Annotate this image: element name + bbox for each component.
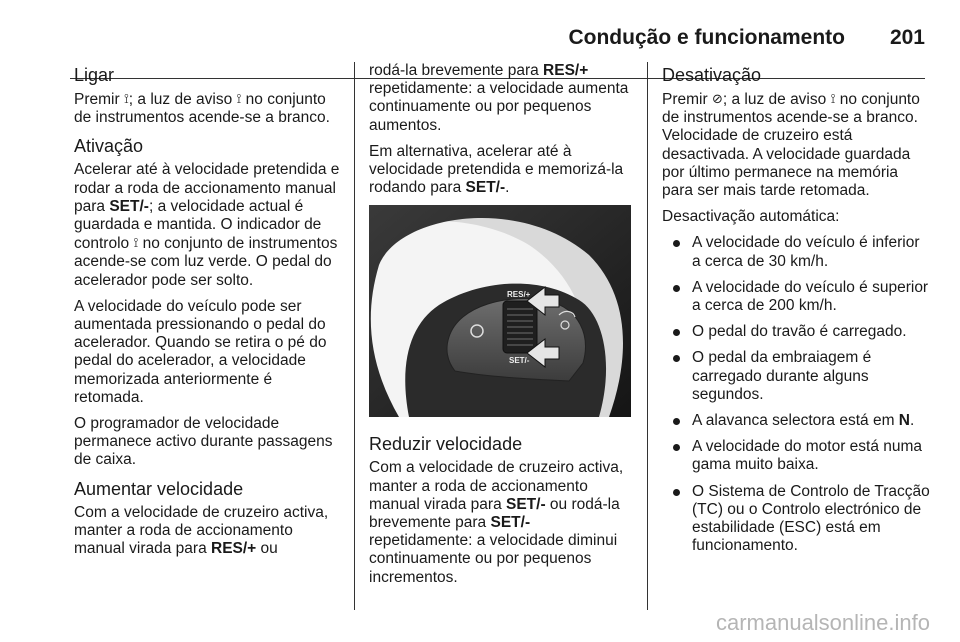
- list-item: A velocidade do veículo é superior a cerca de 200 km/h.: [662, 279, 932, 315]
- cruise-control-icon: ⟟: [236, 91, 242, 106]
- paragraph-ativacao-1: Acelerar até à velocidade pretendida e rodar a roda de accionamento manual para SET/-; a velocidade actual é guardada e mantida. O indicador de controlo ⟟ no conjunto de instrumentos acende-se com luz verde. O pedal do acelerador pode ser solto.: [74, 161, 340, 289]
- res-label: RES/+: [507, 290, 531, 300]
- paragraph-auto-label: Desactivação automática:: [662, 208, 840, 226]
- list-item: O pedal do travão é carregado.: [662, 323, 932, 341]
- list-item: A velocidade do motor está numa gama muito baixa.: [662, 438, 932, 474]
- list-item: A velocidade do veículo é inferior a cerca de 30 km/h.: [662, 234, 932, 270]
- watermark: carmanualsonline.info: [715, 610, 930, 635]
- list-item: A alavanca selectora está em N.: [662, 412, 932, 430]
- column-divider: [354, 62, 355, 610]
- page-header: [70, 26, 925, 56]
- deactivation-list: [662, 234, 932, 555]
- heading-ativacao: Ativação: [74, 136, 144, 157]
- column-divider: [647, 62, 648, 610]
- steering-wheel-figure: [369, 205, 631, 417]
- column-1: [74, 62, 342, 566]
- list-item: O pedal da embraiagem é carregado durante alguns segundos.: [662, 349, 932, 404]
- paragraph-reduzir: Com a velocidade de cruzeiro activa, manter a roda de accionamento manual virada para SET/- ou rodá-la brevemente para SET/- repetidamente: a velocidade diminui continuamente ou por pequenos incrementos.: [369, 459, 624, 586]
- heading-aumentar: Aumentar velocidade: [74, 478, 244, 499]
- paragraph-ativacao-2: A velocidade do veículo pode ser aumentada pressionando o pedal do acelerador. Quando se retira o pé do pedal do acelerador, a velocidade memorizada anteriormente é retomada.: [74, 297, 327, 406]
- cruise-control-icon: ⟟: [123, 91, 129, 106]
- column-2: [369, 62, 637, 595]
- paragraph-res: rodá-la brevemente para RES/+ repetidamente: a velocidade aumenta continuamente ou por pequenos aumentos.: [369, 62, 629, 134]
- heading-reduzir: Reduzir velocidade: [369, 434, 523, 455]
- paragraph-alternativa: Em alternativa, acelerar até à velocidade pretendida e memorizá-la rodando para SET/-.: [369, 142, 624, 197]
- heading-desativacao: Desativação: [662, 65, 762, 85]
- list-item: O Sistema de Controlo de Tracção (TC) ou o Controlo electrónico de estabilidade (ESC) está em funcionamento.: [662, 483, 932, 556]
- page-title: Condução e funcionamento: [568, 26, 845, 49]
- page-number: 201: [889, 26, 925, 49]
- heading-ligar: Ligar: [74, 65, 115, 85]
- cruise-cancel-icon: ⊘: [711, 91, 723, 106]
- cruise-control-icon: ⟟: [830, 91, 836, 106]
- column-3: [662, 62, 932, 563]
- paragraph-desativacao: Premir ⊘; a luz de aviso ⟟ no conjunto de instrumentos acende-se a branco. Velocidade de cruzeiro está desactivada. A velocidade guardada por último permanece na memória para ser mais tarde retomada.: [662, 91, 920, 200]
- cruise-control-icon: ⟟: [133, 235, 139, 251]
- set-label: SET/-: [509, 356, 530, 366]
- paragraph-ativacao-3: O programador de velocidade permanece activo durante passagens de caixa.: [74, 415, 333, 469]
- paragraph-aumentar: Com a velocidade de cruzeiro activa, manter a roda de accionamento manual virada para RES/+ ou: [74, 503, 329, 558]
- paragraph-ligar: Premir ⟟; a luz de aviso ⟟ no conjunto de instrumentos acende-se a branco.: [74, 91, 330, 127]
- steering-wheel-illustration: [369, 205, 631, 417]
